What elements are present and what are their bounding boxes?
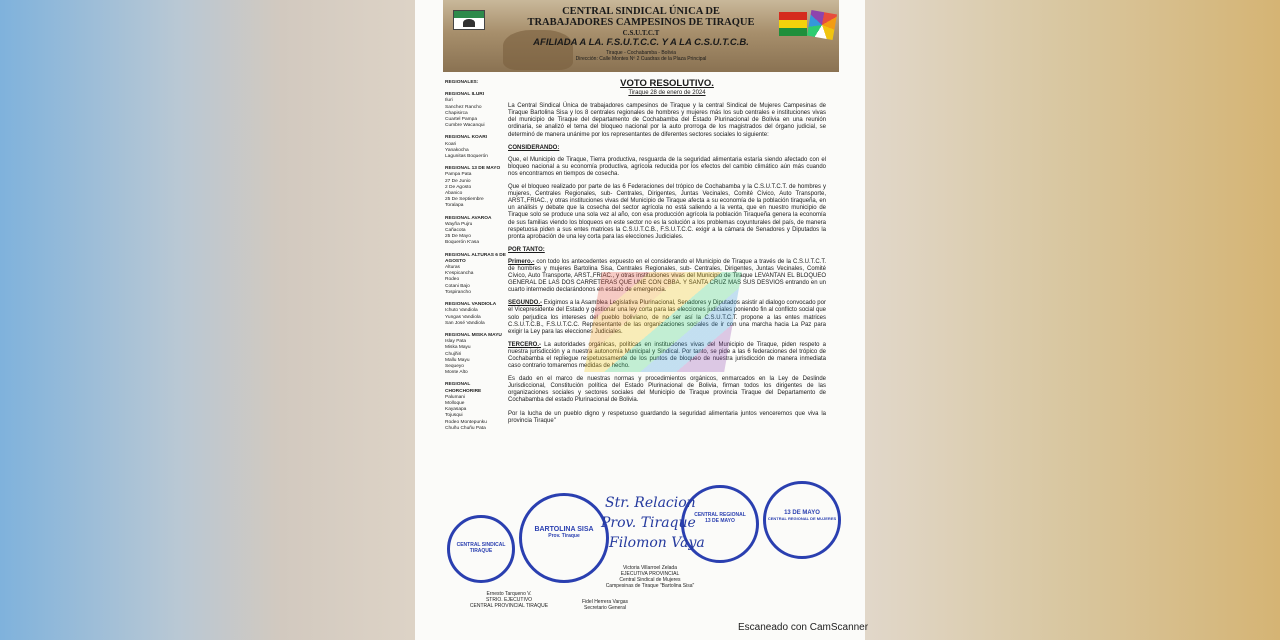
signer-role: Secretario General — [584, 605, 626, 611]
sidebar-community-item: Rodeo Montepunku — [445, 419, 487, 425]
org-address: Dirección: Calle Montes Nº 2 Cuadras de la Plaza Principal — [575, 56, 707, 62]
sidebar-community-item: Rodeo — [445, 277, 460, 283]
stamp-title: 13 DE MAYO — [784, 510, 820, 516]
document-title: VOTO RESOLUTIVO. — [620, 78, 714, 89]
sidebar-group-title: REGIONAL MISKA MAYU — [445, 332, 502, 338]
sidebar-group-title: REGIONAL VANDIOLA — [445, 302, 497, 308]
sidebar-community-item: Miska Mayu — [445, 345, 471, 351]
signer-role: EJECUTIVA PROVINCIAL — [620, 571, 680, 577]
stamp-title: CENTRAL REGIONAL — [694, 512, 746, 518]
org-name-line1: CENTRAL SINDICAL ÚNICA DE — [562, 6, 720, 17]
sidebar-community-item: 27 De Junio — [445, 178, 471, 184]
central-tiraque-stamp — [447, 515, 515, 583]
handwritten-signature-1: Str. Relacion — [605, 495, 696, 511]
portanto-heading: POR TANTO: — [508, 246, 545, 253]
sidebar-community-item: Molloque — [445, 400, 465, 406]
segundo-text: Exigimos a la Asamblea Legislativa Plurinacional, Senadores y Diputados asistir al dialogo convocado por el Vicepresidente del Estado y gestionar una ley corta para las elecciones judiciales poniendo fin al conflicto social que solo perjudica los intereses del pueblo boliviano, de no ser así la C.S.U.T.C.T. propone a las entes matrices C.S.U.T.C.B., F.S.U.T.C.C. Representante de las organizaciones sociales de ir con una marcha hacia La Paz para exigir la Ley para las elecciones Judiciales. — [508, 300, 826, 335]
stamp-text: CENTRAL SINDICAL TIRAQUE — [456, 542, 506, 554]
sidebar-community-item: Koari — [445, 141, 457, 147]
sidebar-group-title: REGIONAL 13 DE MAYO — [445, 166, 501, 172]
signature-block-secretary — [565, 599, 645, 611]
sidebar-community-item: Cañacota — [445, 228, 466, 234]
segundo-label: SEGUNDO.- — [508, 300, 543, 307]
sidebar-community-item: 25 De Septiembre — [445, 197, 484, 203]
document-date: Tiraque 28 de enero de 2024 — [628, 90, 706, 97]
document-body — [508, 80, 826, 431]
sidebar-community-item: Toralapa — [445, 203, 464, 209]
org-name-line2: TRABAJADORES CAMPESINOS DE TIRAQUE — [527, 17, 755, 28]
sidebar-group-title: REGIONAL AVAROA — [445, 215, 492, 221]
handwritten-signature-2: Prov. Tiraque — [601, 515, 696, 531]
signature-block-bartolina — [595, 565, 705, 589]
sidebar-community-item: Sequeyo — [445, 363, 464, 369]
scanned-document — [415, 0, 865, 640]
wiphala-watermark — [584, 272, 742, 372]
motto-paragraph: Por la lucha de un pueblo digno y respetuoso guardando la seguridad alimentaria juntos venceremos que viva la provincia Tiraque" — [508, 410, 826, 424]
signer-name: Victoria Villarroel Zelada — [622, 565, 677, 571]
signer-role: STRIO. EJECUTIVO — [485, 597, 533, 603]
signer-org-2: Campesinas de Tiraque "Bartolina Sisa" — [605, 583, 695, 589]
signatures-and-stamps — [445, 415, 855, 615]
sidebar-community-item: Chujñiri — [445, 351, 462, 357]
mujeres-13-mayo-stamp — [763, 481, 841, 559]
camscanner-watermark: Escaneado con CamScanner — [738, 622, 869, 633]
sidebar-community-item: Kayasapa — [445, 407, 467, 413]
signer-org: CENTRAL PROVINCIAL TIRAQUE — [469, 603, 549, 609]
sidebar-community-item: Tojusqui — [445, 413, 463, 419]
sidebar-community-item: San José Vandiola — [445, 320, 485, 326]
regionales-sidebar — [445, 74, 507, 432]
sidebar-community-item: Mallu Mayu — [445, 357, 470, 363]
primero-label: Primero.- — [508, 258, 535, 265]
sidebar-community-item: Boquerón K'asa — [445, 240, 479, 246]
sidebar-community-item: Cumbre Wacanqui — [445, 123, 485, 129]
sidebar-group-title: REGIONAL KOARI — [445, 135, 488, 141]
sidebar-community-item: Chuñu Chuñu Pata — [445, 425, 486, 431]
signer-org: Central Sindical de Mujeres — [619, 577, 681, 583]
stamp-title: BARTOLINA SISA — [534, 526, 594, 533]
intro-paragraph: La Central Sindical Única de trabajadores campesinos de Tiraque y la central Sindical de Mujeres Campesinas de Tiraque Bartolina Sisa y los 8 centrales regionales de hombres y mujeres más los sub centrales e instituciones vivas del municipio de Tiraque del departamento de Cochabamba del Estado Plurinacional de Bolivia en una reunión ordinaria, se analizó el tema del bloqueo nacional por la auto prorroga de los magistrados del órgano judicial, se determinó de manera unánime por los representantes de diferentes sectores sociales lo siguiente: — [508, 103, 826, 138]
sidebar-community-item: 2 De Agosto — [445, 184, 472, 190]
sidebar-community-item: Alturas — [445, 265, 460, 271]
sidebar-community-item: Palumani — [445, 394, 465, 400]
sidebar-community-item: Yanakocha — [445, 147, 469, 153]
sidebar-community-item: Iluri — [445, 98, 453, 104]
handwritten-signature-3: Filomon Vaya — [609, 535, 705, 551]
stamp-subtitle: CENTRAL REGIONAL DE MUJERES — [767, 516, 837, 521]
sidebar-community-item: Lagunitas Boquerón — [445, 154, 488, 160]
signature-block-central — [459, 591, 559, 609]
sidebar-group-title: REGIONAL ILURI — [445, 92, 485, 98]
sidebar-community-item: Monte Alto — [445, 370, 468, 376]
org-acronym: C.S.U.T.C.T — [622, 29, 660, 37]
sidebar-community-item: Cuartel Pampa — [445, 117, 477, 123]
tercero-label: TERCERO.- — [508, 341, 541, 348]
sidebar-community-item: K'espicancha — [445, 271, 474, 277]
considerando-paragraph-2: Que el bloqueo realizado por parte de las 6 Federaciones del trópico de Cochabamba y la C.S.U.T.C.T. de hombres y mujeres, Centrales Regionales, sub- Centrales, Dirigentes, Juntas Vecinales, Comité Cívico, Auto Transporte, ARST.,FRIAC., y otras instituciones vivas del Municipio de Tiraque afecta a su economía de la población tiraqueña, en un análisis y debate que la cosecha del sector agrícola no está saliendo a la venta, que en nuestro municipio de Tiraque solo se produce una sola vez al año, con esa producción agrícola la población Tiraqueña genera la economía de sus familias viendo los bloqueos en este sector no es la solución a los problemas coyunturales del país, de manera respetuosa piden a sus entes matrices la C.S.U.T.C.B., F.S.U.T.C.C. exigir a la cámara de Senadores y Diputados la pronta aprobación de una ley corta para las elecciones Judiciales. — [508, 184, 826, 240]
org-affiliation: AFILIADA A LA. F.S.U.T.C.C. Y A LA C.S.U.T.C.B. — [533, 37, 749, 48]
signer-name: Fidel Herrera Vargas — [581, 599, 629, 605]
stamp-subtitle: 13 DE MAYO — [705, 518, 735, 524]
signer-name: Ernesto Tarqueno V. — [486, 591, 532, 597]
considerando-heading: CONSIDERANDO: — [508, 144, 560, 151]
sidebar-community-item: Tospirancho — [445, 289, 471, 295]
sidebar-community-item: Abanico — [445, 191, 463, 197]
sidebar-community-item: Islay Pata — [445, 339, 467, 345]
sidebar-community-item: Wayña Pujru — [445, 221, 473, 227]
sidebar-group-title: REGIONAL ALTURAS 6 DE AGOSTO — [445, 252, 506, 264]
tercero-text: La autoridades orgánicas, políticas en instituciones vivas del Municipio de Tiraque, piden respeto a nuestra jurisdicción y a nuestra autonomía Municipal y Sindical. Por tanto, se pide a las 6 federaciones del trópico de Cochabamba el repliegue respetuosamente de los puntos de bloqueo de nuestra jurisdicción de manera inmediata caso contrario tomaremos medidas de hecho. — [508, 341, 826, 370]
stamp-subtitle: Prov. Tiraque — [548, 533, 580, 539]
sidebar-community-item: Pampa Pata — [445, 172, 472, 178]
sidebar-community-item: Cotani Bajo — [445, 283, 470, 289]
considerando-paragraph-1: Que, el Municipio de Tiraque, Tierra productiva, resguarda de la seguridad alimentaria estaría siendo afectado con el bloqueo nacional a su economía productiva, agrícola reducida por los efectos del cambio climático aún más cuando nos encontramos en tiempos de cosecha. — [508, 156, 826, 177]
sidebar-community-item: Ichuto Vandiola — [445, 308, 478, 314]
sidebar-community-item: 25 De Mayo — [445, 234, 471, 240]
sidebar-group-title: REGIONALES: — [445, 80, 479, 85]
sidebar-community-item: Chapisirca — [445, 110, 468, 116]
sidebar-group-title: REGIONAL CHORCHORIRE — [445, 382, 482, 394]
sidebar-community-item: Sanchez Rancho — [445, 104, 482, 110]
sidebar-community-item: Yungas Vandiola — [445, 314, 481, 320]
primero-text: con todo los antecedentes expuesto en el considerando el Municipio de Tiraque a través de la C.S.U.T.C.T. de hombres y mujeres Bartolina Sisa, Centrales Regionales, sub- Centrales, Dirigentes, Juntas Vecinales, Comité Cívico, Auto Transporte, ARST.,FRIAC., y otras instituciones vivas del Municipio de Tiraque LEVANTAN EL BLOQUEO GENERAL DE LAS DOS CARRETERAS QUE UNE CON CBBA. Y SANTA CRUZ MAS SUS DESVIOS entrando en un cuarto intermedio declarándonos en estado de emergencia. — [508, 258, 826, 294]
closing-paragraph: Es dado en el marco de nuestras normas y procedimientos orgánicos, enmarcados en la Ley de Deslinde Jurisdiccional, Constitución política del Estado Plurinacional de Bolivia, firman todos los dirigentes de las organizaciones sociales y sectores sociales del Municipio de Tiraque provincia Tiraque del Departamento de Cochabamba del estado Plurinacional de Bolivia. — [508, 376, 826, 404]
letterhead-banner — [443, 0, 839, 72]
org-city: Tiraque - Cochabamba - Bolivia — [605, 50, 677, 56]
